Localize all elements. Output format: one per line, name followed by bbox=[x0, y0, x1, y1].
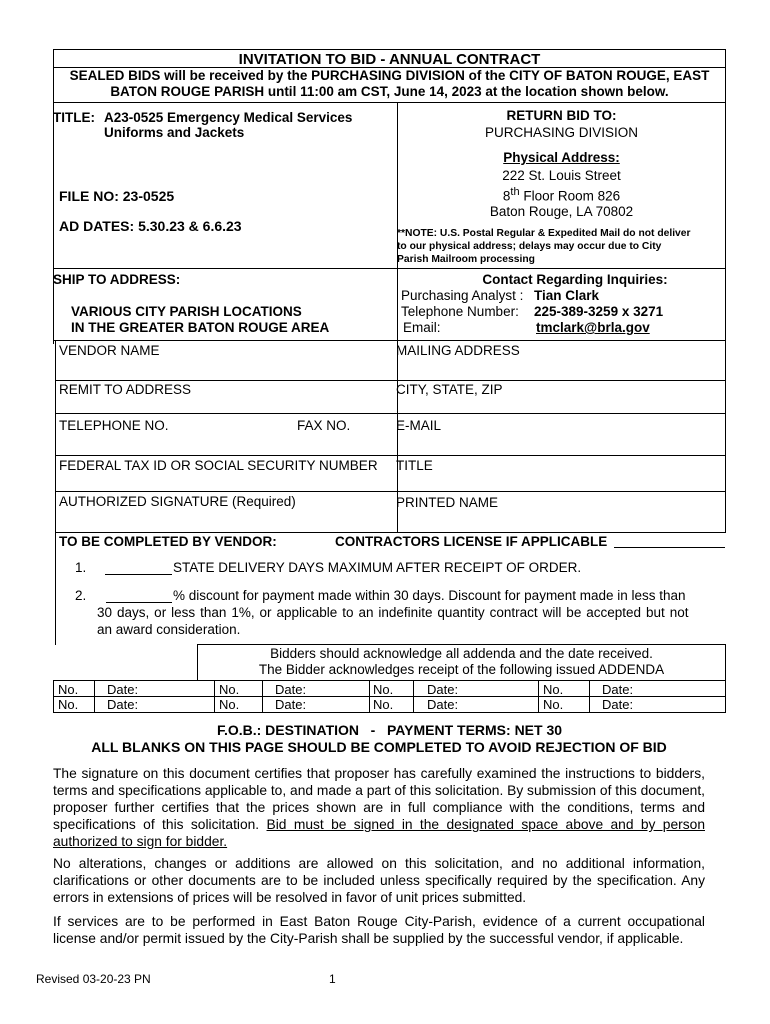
title-field-label: TITLE bbox=[396, 458, 433, 473]
alterations-paragraph: No alterations, changes or additions are allowed on this solicitation, and no additional information, clarifications or other documents are to be included unless specifically required by the specification. Any errors in extensions of prices will be resolved in favor of unit prices submitted. bbox=[53, 856, 705, 905]
tax-id-label: FEDERAL TAX ID OR SOCIAL SECURITY NUMBER bbox=[59, 458, 378, 473]
signature-label: AUTHORIZED SIGNATURE (Required) bbox=[59, 494, 296, 509]
remit-to-label: REMIT TO ADDRESS bbox=[59, 382, 192, 397]
ship-to-line-1: VARIOUS CITY PARISH LOCATIONS bbox=[71, 304, 302, 319]
revision-note: Revised 03-20-23 PN bbox=[36, 972, 151, 986]
vendor-grid-row-4 bbox=[55, 491, 726, 492]
analyst-label: Purchasing Analyst : bbox=[401, 288, 524, 303]
vendor-grid-row-2 bbox=[55, 413, 726, 414]
solicitation-title-line-1: A23-0525 Emergency Medical Services bbox=[104, 110, 353, 125]
discount-line-3: an award consideration. bbox=[97, 622, 241, 637]
contact-heading: Contact Regarding Inquiries: bbox=[482, 272, 668, 287]
addenda-date-label: Date: bbox=[275, 697, 307, 712]
addenda-date-label: Date: bbox=[427, 682, 459, 697]
analyst-name: Tian Clark bbox=[534, 288, 600, 303]
page-title: INVITATION TO BID - ANNUAL CONTRACT bbox=[238, 51, 541, 68]
addenda-table-bottom bbox=[53, 712, 726, 713]
floor-number: 8 bbox=[502, 188, 511, 204]
postal-note-line-2: to our physical address; delays may occur due to City bbox=[397, 241, 662, 252]
addenda-date-label: Date: bbox=[602, 697, 634, 712]
postal-note-line-3: Parish Mailroom processing bbox=[397, 254, 535, 265]
return-bid-division: PURCHASING DIVISION bbox=[484, 125, 639, 140]
addenda-top bbox=[197, 644, 726, 645]
postal-note-line-1: **NOTE: U.S. Postal Regular & Expedited Mail do not deliver bbox=[397, 228, 691, 239]
delivery-days-blank[interactable] bbox=[105, 560, 172, 575]
vendor-grid-left bbox=[55, 340, 56, 532]
printed-name-label: PRINTED NAME bbox=[396, 495, 499, 510]
physical-address-heading: Physical Address: bbox=[503, 150, 620, 165]
addenda-col-4 bbox=[369, 680, 370, 712]
right-border-upper bbox=[725, 49, 726, 532]
city-state-zip-label: CITY, STATE, ZIP bbox=[396, 382, 503, 397]
addenda-col-0 bbox=[53, 680, 54, 712]
addenda-no-label: No. bbox=[219, 682, 240, 697]
physical-street: 222 St. Louis Street bbox=[502, 168, 621, 183]
fob-payment-terms: F.O.B.: DESTINATION - PAYMENT TERMS: NET 30 bbox=[216, 722, 563, 738]
return-bid-heading: RETURN BID TO: bbox=[506, 108, 617, 123]
title-label: TITLE: bbox=[53, 110, 95, 125]
sealed-bids-bottom-border bbox=[53, 102, 726, 103]
mailing-address-label: MAILING ADDRESS bbox=[396, 343, 520, 358]
vendor-grid-row-1 bbox=[55, 380, 726, 381]
sealed-bids-line-1: SEALED BIDS will be received by the PURCHASING DIVISION of the CITY OF BATON ROUGE, EAST bbox=[69, 68, 710, 83]
occupational-license-paragraph: If services are to be performed in East Baton Rouge City-Parish, evidence of a current occupational license and/or permit issued by the City-Parish shall be supplied by the successful vendor, if applicable. bbox=[53, 914, 705, 946]
addenda-col-8 bbox=[725, 680, 726, 712]
addenda-col-6 bbox=[538, 680, 539, 712]
vendor-grid-row-3 bbox=[55, 455, 726, 456]
sealed-bids-line-2: BATON ROUGE PARISH until 11:00 am CST, June 14, 2023 at the location shown below. bbox=[110, 84, 669, 99]
phone-label: Telephone Number: bbox=[401, 304, 519, 319]
file-number: FILE NO: 23-0525 bbox=[59, 188, 175, 204]
vendor-grid-top bbox=[53, 340, 726, 341]
addenda-col-5 bbox=[413, 680, 414, 712]
vendor-name-label: VENDOR NAME bbox=[59, 343, 160, 358]
addenda-no-label: No. bbox=[543, 682, 564, 697]
discount-line-2: 30 days, or less than 1%, or applicable to an indefinite quantity contract will be accepted but not bbox=[97, 605, 689, 620]
item-2-number: 2. bbox=[75, 588, 87, 603]
addenda-line-2: The Bidder acknowledges receipt of the following issued ADDENDA bbox=[258, 662, 665, 677]
ship-to-line-2: IN THE GREATER BATON ROUGE AREA bbox=[71, 320, 330, 335]
contractors-license-blank[interactable] bbox=[614, 533, 725, 548]
physical-city: Baton Rouge, LA 70802 bbox=[489, 204, 634, 219]
addenda-line-1: Bidders should acknowledge all addenda and the date received. bbox=[270, 646, 653, 661]
addenda-date-label: Date: bbox=[275, 682, 307, 697]
addenda-no-label: No. bbox=[219, 697, 240, 712]
email-label: Email: bbox=[403, 320, 441, 335]
ship-to-top-border bbox=[53, 268, 726, 269]
discount-line-1: % discount for payment made within 30 days. Discount for payment made in less than bbox=[173, 588, 686, 603]
vendor-section-heading: TO BE COMPLETED BY VENDOR: bbox=[59, 534, 277, 549]
signature-requirement: Bid must be signed in the designated space above and by person authorized to sign for bidder. bbox=[53, 817, 705, 849]
discount-percent-blank[interactable] bbox=[106, 588, 172, 603]
certification-paragraph bbox=[53, 765, 705, 850]
addenda-no-label: No. bbox=[373, 682, 394, 697]
addenda-col-2 bbox=[214, 680, 215, 712]
postal-note bbox=[397, 227, 727, 266]
addenda-no-label: No. bbox=[58, 682, 79, 697]
analyst-email-link[interactable]: tmclark@brla.gov bbox=[536, 320, 650, 335]
floor-room: Floor Room 826 bbox=[519, 188, 621, 204]
vendor-section-left bbox=[55, 532, 56, 645]
certification-text: The signature on this document certifies that proposer has carefully examined the instructions to bidders, terms and specifications applicable to, and made a part of this solicitation. By submission of this document, proposer further certifies that the prices shown are in full compliance with the conditions, terms and specifications of this solicitation. bbox=[53, 766, 705, 832]
contractors-license-label: CONTRACTORS LICENSE IF APPLICABLE bbox=[335, 534, 608, 549]
addenda-col-1 bbox=[94, 680, 95, 712]
addenda-date-label: Date: bbox=[107, 697, 139, 712]
solicitation-title-line-2: Uniforms and Jackets bbox=[104, 125, 245, 140]
addenda-col-3 bbox=[262, 680, 263, 712]
ad-dates: AD DATES: 5.30.23 & 6.6.23 bbox=[59, 218, 242, 234]
telephone-label: TELEPHONE NO. bbox=[59, 418, 169, 433]
addenda-date-label: Date: bbox=[427, 697, 459, 712]
sealed-bids-notice bbox=[53, 68, 726, 100]
floor-suffix: th bbox=[510, 186, 520, 198]
addenda-date-label: Date: bbox=[107, 682, 139, 697]
blanks-warning: ALL BLANKS ON THIS PAGE SHOULD BE COMPLETED TO AVOID REJECTION OF BID bbox=[91, 739, 667, 755]
addenda-col-7 bbox=[589, 680, 590, 712]
physical-floor bbox=[398, 186, 725, 204]
addenda-no-label: No. bbox=[58, 697, 79, 712]
ship-to-label: SHIP TO ADDRESS: bbox=[53, 272, 181, 287]
addenda-instructions bbox=[197, 646, 726, 678]
header-top-border bbox=[53, 49, 726, 50]
addenda-no-label: No. bbox=[373, 697, 394, 712]
delivery-days-text: STATE DELIVERY DAYS MAXIMUM AFTER RECEIPT OF ORDER. bbox=[173, 560, 582, 575]
analyst-phone: 225-389-3259 x 3271 bbox=[534, 304, 664, 319]
addenda-table-top bbox=[53, 680, 726, 681]
addenda-no-label: No. bbox=[543, 697, 564, 712]
page-number: 1 bbox=[329, 972, 336, 986]
email-field-label: E-MAIL bbox=[396, 418, 442, 433]
addenda-date-label: Date: bbox=[602, 682, 634, 697]
fax-label: FAX NO. bbox=[297, 418, 351, 433]
item-1-number: 1. bbox=[75, 560, 87, 575]
